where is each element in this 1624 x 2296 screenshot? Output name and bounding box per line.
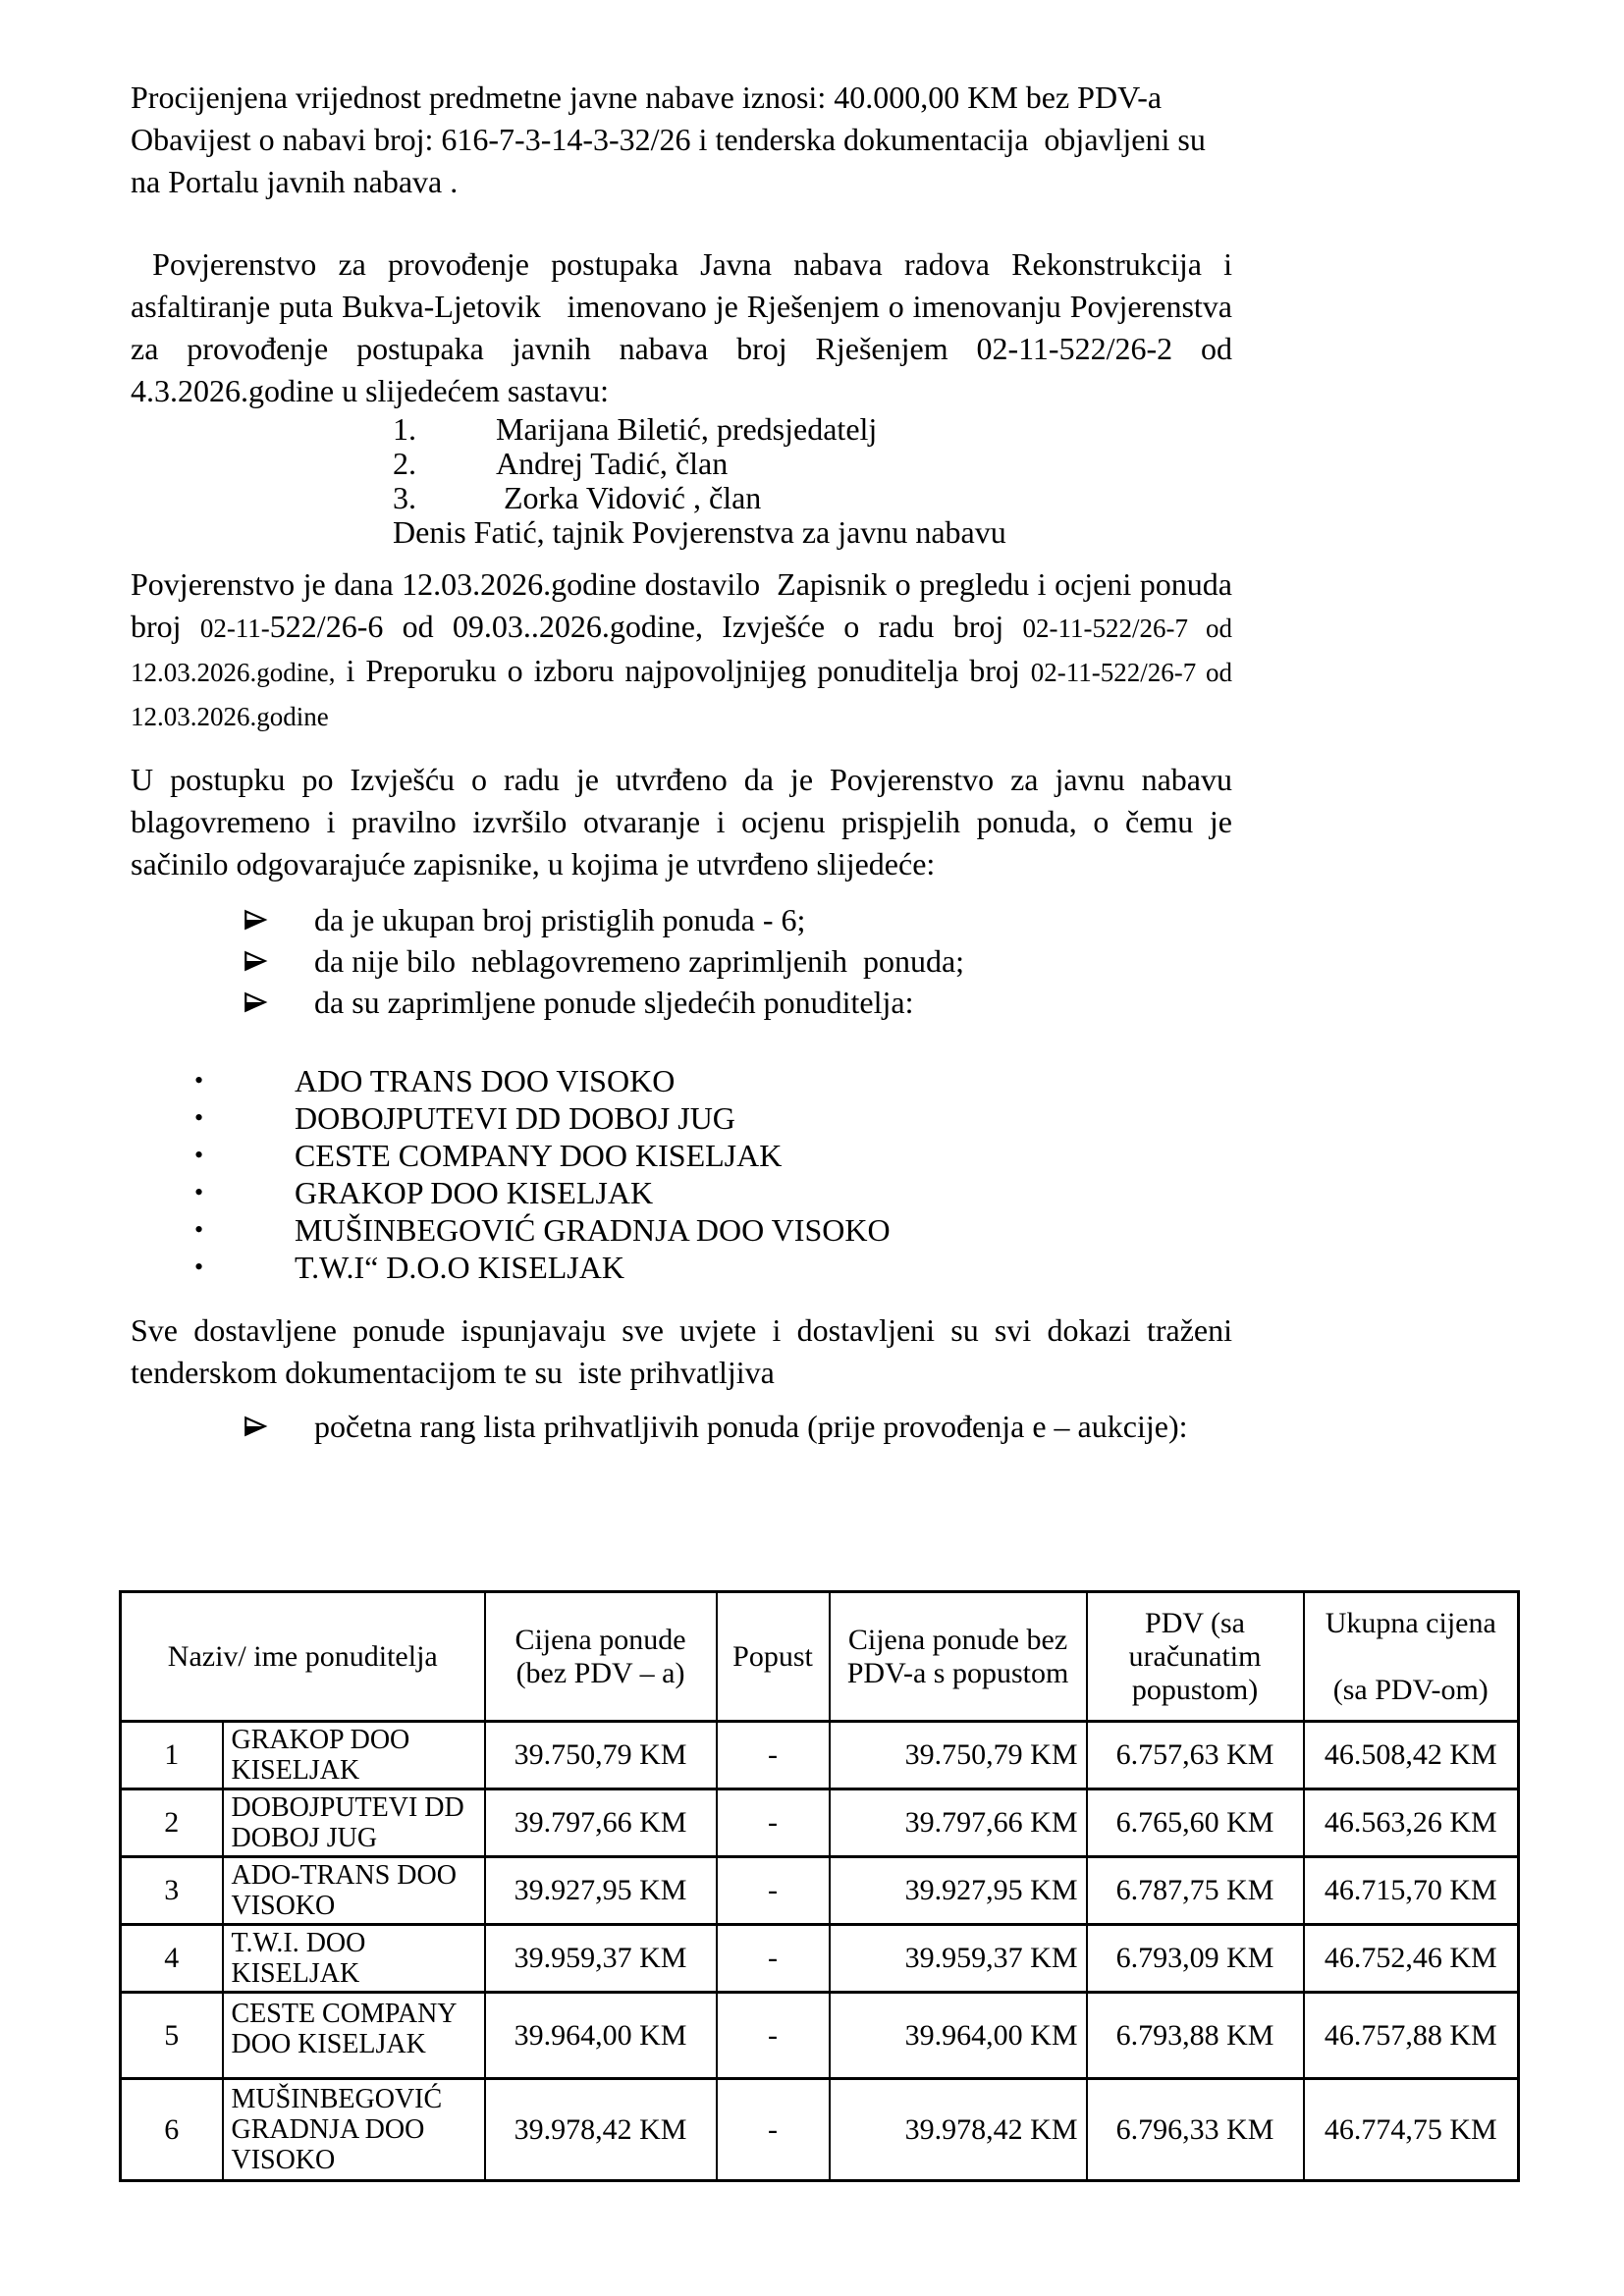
arrowhead-bullet-icon: [243, 899, 314, 940]
committee-member-list: [131, 412, 1232, 550]
list-item-number: 1.: [393, 411, 416, 447]
total-price-cell: 46.752,46 KM: [1304, 1925, 1519, 1993]
bullet-icon: •: [194, 1141, 204, 1169]
table-row: [121, 1857, 1519, 1925]
rank-cell: 6: [121, 2079, 223, 2181]
discount-cell: -: [717, 1925, 830, 1993]
list-item-number: 3.: [393, 480, 416, 515]
finding-text: da je ukupan broj pristiglih ponuda - 6;: [314, 902, 806, 937]
offers-ranking-table: [119, 1590, 1520, 2182]
rank-cell: 5: [121, 1993, 223, 2079]
column-header-offer-price: Cijena ponude (bez PDV – a): [485, 1592, 717, 1722]
column-header-total-price: [1304, 1592, 1519, 1722]
column-header-vat: PDV (sa uračunatim popustom): [1087, 1592, 1304, 1722]
vat-cell: 6.757,63 KM: [1087, 1722, 1304, 1789]
list-item: [131, 1099, 1232, 1137]
procedure-findings-paragraph: U postupku po Izvješću o radu je utvrđeno da je Povjerenstvo za javnu nabavu blagovremeno i pravilno izvršilo otvaranje i ocjenu prispjelih ponuda, o čemu je sačinilo odgovarajuće zapisnike, u kojima je utvrđeno slijedeće:: [131, 762, 1232, 881]
committee-secretary-line: Denis Fatić, tajnik Povjerenstva za javnu nabavu: [393, 514, 1006, 550]
discount-cell: -: [717, 2079, 830, 2181]
column-header-discount: Popust: [717, 1592, 830, 1722]
bidder-name-cell: MUŠINBEGOVIĆ GRADNJA DOO VISOKO: [223, 2079, 485, 2181]
rank-cell: 3: [121, 1857, 223, 1925]
vat-cell: 6.765,60 KM: [1087, 1789, 1304, 1857]
price-with-discount-cell: 39.964,00 KM: [830, 1993, 1087, 2079]
price-with-discount-cell: 39.959,37 KM: [830, 1925, 1087, 1993]
list-item: [131, 1062, 1232, 1099]
list-item: [131, 1406, 1232, 1447]
column-header-price-with-discount: Cijena ponude bez PDV-a s popustom: [830, 1592, 1087, 1722]
list-item: [131, 447, 1232, 481]
delivery-paragraph: [131, 563, 1232, 738]
reference-number: 02-11-: [199, 614, 270, 643]
list-item: [131, 412, 1232, 447]
table-row: [121, 1789, 1519, 1857]
list-item-number: 2.: [393, 446, 416, 481]
bidder-name: T.W.I“ D.O.O KISELJAK: [295, 1250, 624, 1285]
bullet-icon: •: [194, 1103, 204, 1132]
total-price-cell: 46.715,70 KM: [1304, 1857, 1519, 1925]
list-item: [131, 940, 1232, 982]
committee-member-name: Zorka Vidović , član: [496, 480, 762, 515]
rank-cell: 1: [121, 1722, 223, 1789]
discount-cell: -: [717, 1789, 830, 1857]
bidder-name: ADO TRANS DOO VISOKO: [295, 1063, 676, 1098]
offer-price-cell: 39.978,42 KM: [485, 2079, 717, 2181]
discount-cell: -: [717, 1993, 830, 2079]
bidder-name-cell: CESTE COMPANY DOO KISELJAK: [223, 1993, 485, 2079]
bidder-name: DOBOJPUTEVI DD DOBOJ JUG: [295, 1100, 735, 1136]
total-price-cell: 46.563,26 KM: [1304, 1789, 1519, 1857]
table-row: [121, 1925, 1519, 1993]
total-price-cell: 46.774,75 KM: [1304, 2079, 1519, 2181]
column-header-bidder-name: Naziv/ ime ponuditelja: [121, 1592, 485, 1722]
price-with-discount-cell: 39.927,95 KM: [830, 1857, 1087, 1925]
column-header-total-price-bottom: (sa PDV-om): [1332, 1673, 1489, 1706]
offer-price-cell: 39.959,37 KM: [485, 1925, 717, 1993]
bullet-icon: •: [194, 1066, 204, 1095]
arrowhead-bullet-icon: [243, 982, 314, 1023]
vat-cell: 6.793,09 KM: [1087, 1925, 1304, 1993]
bullet-icon: •: [194, 1253, 204, 1281]
bullet-icon: •: [194, 1215, 204, 1244]
bidder-name-cell: DOBOJPUTEVI DD DOBOJ JUG: [223, 1789, 485, 1857]
paragraph-segment: i Preporuku o izboru najpovoljnijeg ponuditelja broj: [335, 653, 1031, 688]
estimated-value-line: Procijenjena vrijednost predmetne javne nabave iznosi: 40.000,00 KM bez PDV-a: [131, 80, 1163, 115]
total-price-cell: 46.508,42 KM: [1304, 1722, 1519, 1789]
reference-number: 02-11-522/26-7 od 12.03.2026.godine: [131, 658, 1232, 731]
arrowhead-bullet-icon: [243, 940, 314, 982]
paragraph-segment: 522/26-6 od 09.03..2026.godine, Izvješće o radu broj: [269, 609, 1023, 644]
bidder-name-cell: T.W.I. DOO KISELJAK: [223, 1925, 485, 1993]
offer-price-cell: 39.964,00 KM: [485, 1993, 717, 2079]
rank-cell: 2: [121, 1789, 223, 1857]
price-with-discount-cell: 39.797,66 KM: [830, 1789, 1087, 1857]
list-item: [131, 982, 1232, 1023]
table-header-row: [121, 1592, 1519, 1722]
committee-member-name: Marijana Biletić, predsjedatelj: [496, 411, 878, 447]
reference-number: 02-11-522/26-7 od 12.03.2026.godine,: [131, 614, 1233, 687]
finding-text: da nije bilo neblagovremeno zaprimljenih ponuda;: [314, 943, 965, 979]
list-item: [131, 1249, 1232, 1286]
bidder-name: CESTE COMPANY DOO KISELJAK: [295, 1138, 783, 1173]
rank-cell: 4: [121, 1925, 223, 1993]
offer-price-cell: 39.927,95 KM: [485, 1857, 717, 1925]
arrowhead-bullet-icon: [243, 1406, 314, 1447]
total-price-cell: 46.757,88 KM: [1304, 1993, 1519, 2079]
vat-cell: 6.796,33 KM: [1087, 2079, 1304, 2181]
discount-cell: -: [717, 1857, 830, 1925]
offer-price-cell: 39.797,66 KM: [485, 1789, 717, 1857]
price-with-discount-cell: 39.750,79 KM: [830, 1722, 1087, 1789]
table-row: [121, 1993, 1519, 2079]
list-item: [131, 1174, 1232, 1211]
offer-price-cell: 39.750,79 KM: [485, 1722, 717, 1789]
finding-text: da su zaprimljene ponude sljedećih ponuditelja:: [314, 985, 914, 1020]
price-with-discount-cell: 39.978,42 KM: [830, 2079, 1087, 2181]
bullet-icon: •: [194, 1178, 204, 1206]
list-item: [131, 1137, 1232, 1174]
bidder-name-cell: GRAKOP DOO KISELJAK: [223, 1722, 485, 1789]
notice-number-line: Obavijest o nabavi broj: 616-7-3-14-3-32/26 i tenderska dokumentacija objavljeni su na Portalu javnih nabava .: [131, 122, 1206, 199]
bidder-name-cell: ADO-TRANS DOO VISOKO: [223, 1857, 485, 1925]
bidder-list: [131, 1062, 1232, 1286]
paragraph-segment: Povjerenstvo je dana 12.03.2026.godine dostavilo Zapisnik o pregledu i ocjeni ponuda broj: [131, 566, 1232, 644]
discount-cell: -: [717, 1722, 830, 1789]
table-row: [121, 2079, 1519, 2181]
bidder-name: MUŠINBEGOVIĆ GRADNJA DOO VISOKO: [295, 1212, 891, 1248]
table-row: [121, 1722, 1519, 1789]
findings-list: [131, 899, 1232, 1023]
column-header-total-price-top: Ukupna cijena: [1325, 1606, 1496, 1639]
bidder-name: GRAKOP DOO KISELJAK: [295, 1175, 654, 1210]
list-item: [131, 899, 1232, 940]
committee-member-name: Andrej Tadić, član: [496, 446, 729, 481]
ranking-intro: [131, 1406, 1232, 1447]
committee-appointment-paragraph: Povjerenstvo za provođenje postupaka Javna nabava radova Rekonstrukcija i asfaltiranje puta Bukva-Ljetovik imenovano je Rješenjem o imenovanju Povjerenstva za provođenje postupaka javnih nabava broj Rješenjem 02-11-522/26-2 od 4.3.2026.godine u slijedećem sastavu:: [131, 246, 1232, 408]
list-item: [131, 1211, 1232, 1249]
list-item: [131, 481, 1232, 515]
acceptability-paragraph: Sve dostavljene ponude ispunjavaju sve uvjete i dostavljeni su svi dokazi traženi tenderskom dokumentacijom te su iste prihvatljiva: [131, 1312, 1232, 1390]
vat-cell: 6.793,88 KM: [1087, 1993, 1304, 2079]
ranking-intro-text: početna rang lista prihvatljivih ponuda (prije provođenja e – aukcije):: [314, 1409, 1188, 1444]
vat-cell: 6.787,75 KM: [1087, 1857, 1304, 1925]
